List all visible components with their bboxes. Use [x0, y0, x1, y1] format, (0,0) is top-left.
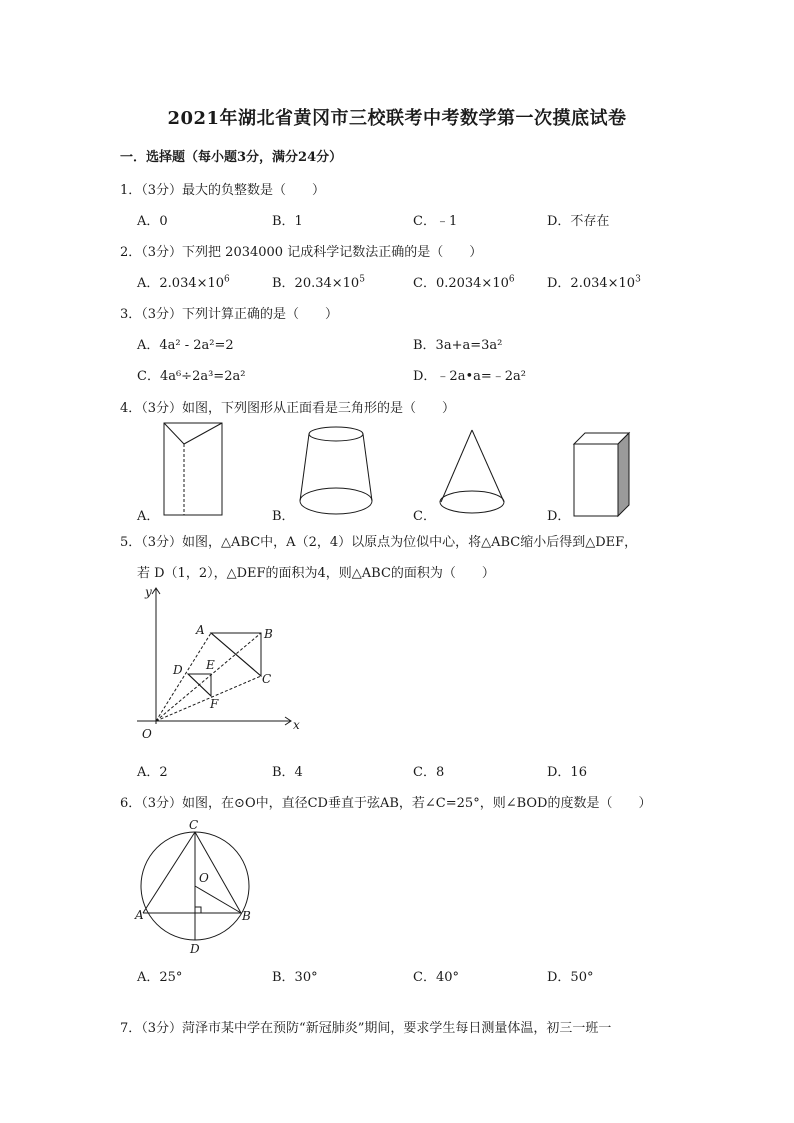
question-number: 5．	[120, 535, 142, 550]
option-a: A．2	[137, 765, 168, 780]
option-b: B．$20.34\times 10^5$	[272, 274, 365, 291]
option-a: A．	[137, 509, 160, 524]
label-o: O	[199, 871, 209, 885]
option-d: D．16	[547, 765, 587, 780]
question-4	[120, 397, 455, 416]
page-title: 2021年湖北省黄冈市三校联考中考数学第一次摸底试卷	[167, 108, 627, 129]
question-1	[120, 179, 325, 198]
question-text: （3分）如图，在⊙O中，直径CD垂直于弦AB，若∠C=25°，则∠BOD的度数是（ ）	[141, 796, 652, 811]
option-c: C．40°	[413, 970, 459, 985]
section-heading: 一．选择题（每小题3分，满分24分）	[120, 150, 343, 165]
option-b: B．1	[272, 214, 303, 229]
option-c: C．	[413, 509, 436, 524]
question-text: （3分）如图，下列图形从正面看是三角形的是（ ）	[141, 401, 456, 416]
label-f: F	[210, 697, 219, 711]
label-d: D	[173, 663, 183, 677]
question-2	[120, 241, 482, 260]
figure-cone	[438, 428, 518, 528]
label-o: O	[142, 727, 152, 741]
figure-circle-chord	[133, 816, 263, 956]
question-number: 7．	[120, 1021, 142, 1036]
question-5	[120, 531, 637, 550]
question-number: 3．	[120, 307, 142, 322]
option-b: B．3a+a=3a²	[413, 338, 503, 353]
label-c: C	[189, 818, 199, 832]
option-d: D．不存在	[547, 214, 610, 229]
label-x: x	[293, 718, 300, 732]
option-c: C．8	[413, 765, 445, 780]
question-6	[120, 792, 651, 811]
question-number: 6．	[120, 796, 142, 811]
question-text: （3分）如图，△ABC中，A（2，4）以原点为位似中心，将△ABC缩小后得到△DEF，	[141, 535, 638, 550]
question-text: （3分）菏泽市某中学在预防“新冠肺炎”期间，要求学生每日测量体温，初三一班一	[141, 1021, 612, 1036]
label-b: B	[264, 627, 273, 641]
option-d: D．$2.034\times 10^3$	[547, 274, 641, 291]
option-b: B．30°	[272, 970, 318, 985]
option-c: C．4a⁶÷2a³=2a²	[137, 369, 246, 384]
question-3	[120, 303, 338, 322]
option-d: D．﹣2a•a=﹣2a²	[413, 369, 526, 384]
question-7	[120, 1017, 611, 1036]
question-5-line-2: 若 D（1，2），△DEF的面积为4，则△ABC的面积为（ ）	[137, 566, 495, 581]
option-a: A．25°	[137, 970, 183, 985]
label-c: C	[262, 672, 272, 686]
option-d: D．	[547, 509, 571, 524]
figure-cuboid	[571, 430, 641, 530]
question-number: 1．	[120, 183, 142, 198]
option-b: B．4	[272, 765, 303, 780]
option-b: B．	[272, 509, 295, 524]
option-d: D．50°	[547, 970, 594, 985]
question-text: （3分）下列计算正确的是（ ）	[141, 307, 339, 322]
label-e: E	[206, 658, 215, 672]
question-number: 2．	[120, 245, 142, 260]
option-c: C．$0.2034\times 10^6$	[413, 274, 515, 291]
label-a: A	[135, 908, 144, 922]
figure-triangular-prism	[160, 420, 240, 520]
option-a: A．0	[137, 214, 168, 229]
question-number: 4．	[120, 401, 142, 416]
label-y: y	[145, 585, 152, 599]
label-b: B	[242, 909, 251, 923]
figure-frustum	[296, 425, 386, 525]
figure-similar-triangles	[135, 586, 305, 746]
option-a: A．$2.034\times 10^6$	[137, 274, 230, 291]
option-a: A．4a² - 2a²=2	[137, 338, 234, 353]
question-text: （3分）最大的负整数是（ ）	[141, 183, 326, 198]
label-a: A	[196, 623, 205, 637]
option-c: C．﹣1	[413, 214, 458, 229]
question-text: （3分）下列把 2034000 记成科学记数法正确的是（ ）	[141, 245, 483, 260]
label-d: D	[190, 942, 200, 956]
